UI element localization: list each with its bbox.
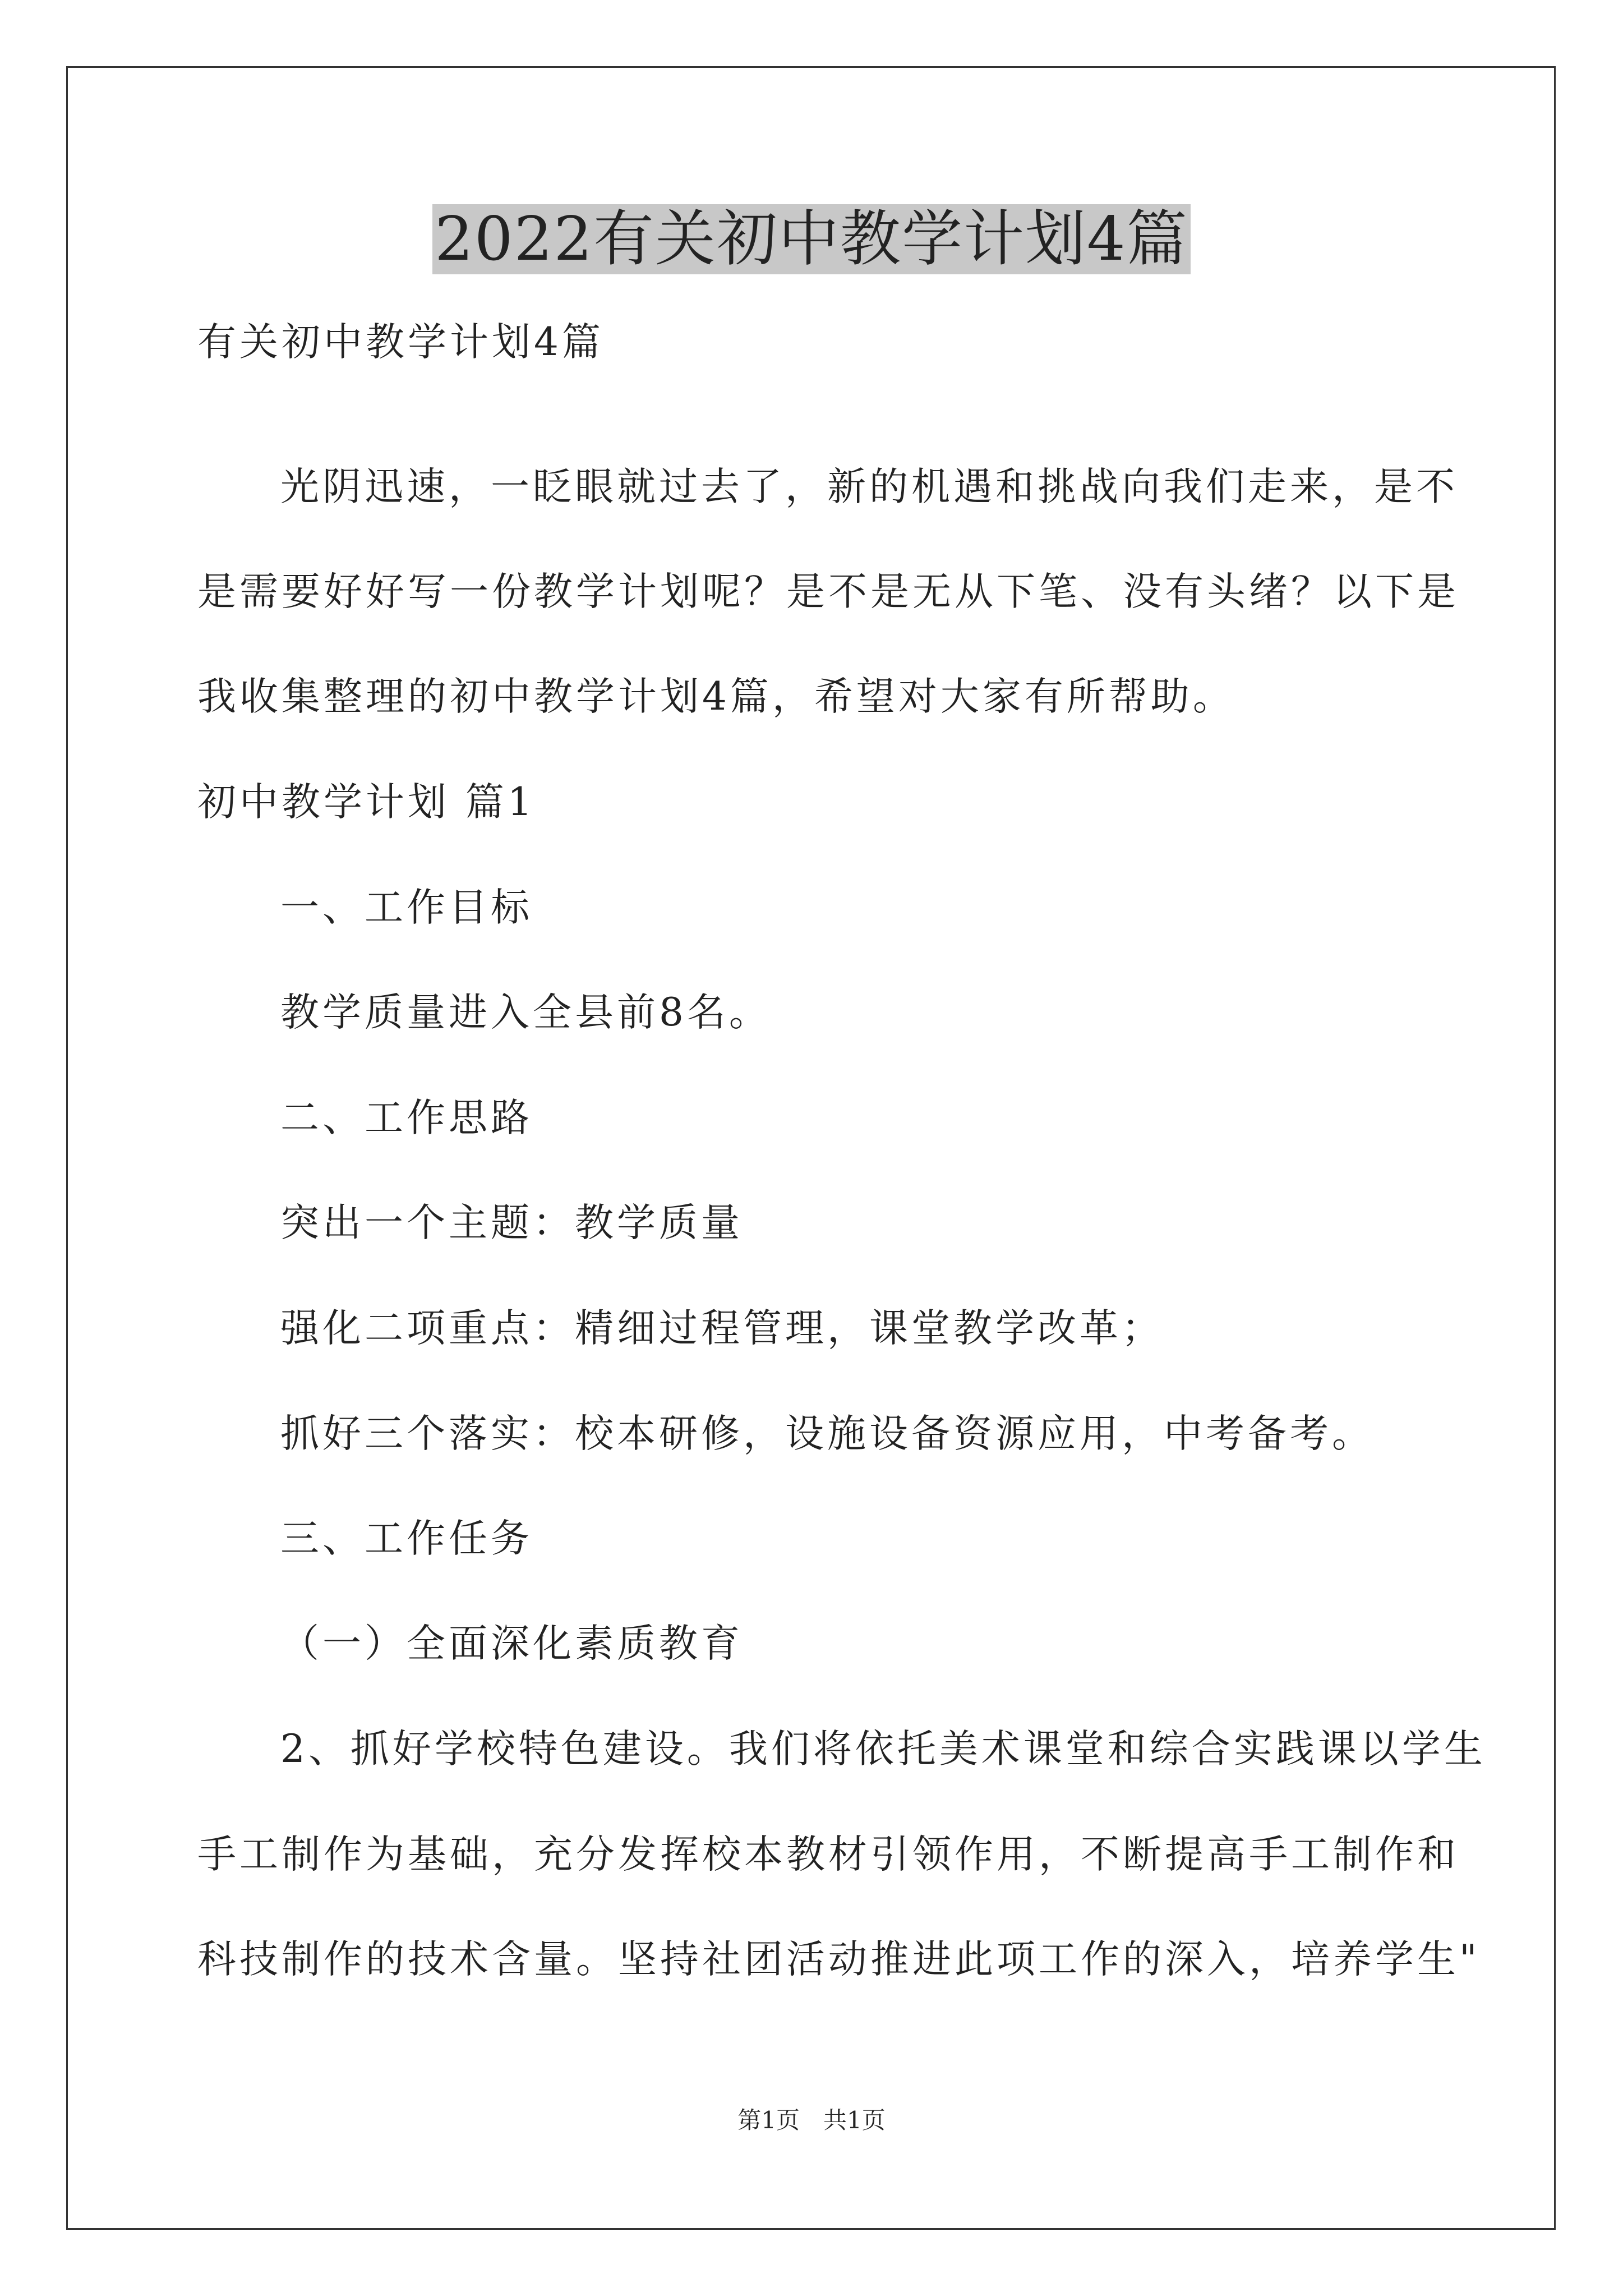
- paragraph-line: 是需要好好写一份教学计划呢？是不是无从下笔、没有头绪？以下是: [197, 569, 1459, 614]
- subsection-heading: 一、工作目标: [280, 885, 533, 930]
- paragraph-line: 抓好三个落实：校本研修，设施设备资源应用，中考备考。: [280, 1411, 1374, 1456]
- document-title: [0, 197, 1623, 282]
- paragraph-line: 手工制作为基础，充分发挥校本教材引领作用，不断提高手工制作和: [197, 1832, 1459, 1877]
- subsection-heading: 二、工作思路: [280, 1096, 533, 1140]
- paragraph-line: 强化二项重点：精细过程管理，课堂教学改革；: [280, 1306, 1164, 1351]
- page-border: [66, 66, 1556, 2230]
- document-title-text: 2022有关初中教学计划4篇: [432, 204, 1191, 274]
- subsection-heading: 三、工作任务: [280, 1516, 533, 1561]
- paragraph-line: 科技制作的技术含量。坚持社团活动推进此项工作的深入，培养学生": [197, 1937, 1481, 1982]
- paragraph-line: 突出一个主题：教学质量: [280, 1200, 743, 1245]
- page-footer: 第1页 共1页: [737, 2106, 886, 2134]
- paragraph-line: 我收集整理的初中教学计划4篇，希望对大家有所帮助。: [197, 674, 1235, 719]
- paragraph-line: 光阴迅速，一眨眼就过去了，新的机遇和挑战向我们走来，是不: [280, 464, 1458, 509]
- paragraph-line: 教学质量进入全县前8名。: [280, 990, 771, 1035]
- section-heading: 初中教学计划 篇1: [197, 780, 536, 825]
- subsection-heading: （一）全面深化素质教育: [280, 1621, 743, 1666]
- subtitle-line: 有关初中教学计划4篇: [197, 320, 604, 365]
- paragraph-line: 2、抓好学校特色建设。我们将依托美术课堂和综合实践课以学生: [280, 1727, 1486, 1772]
